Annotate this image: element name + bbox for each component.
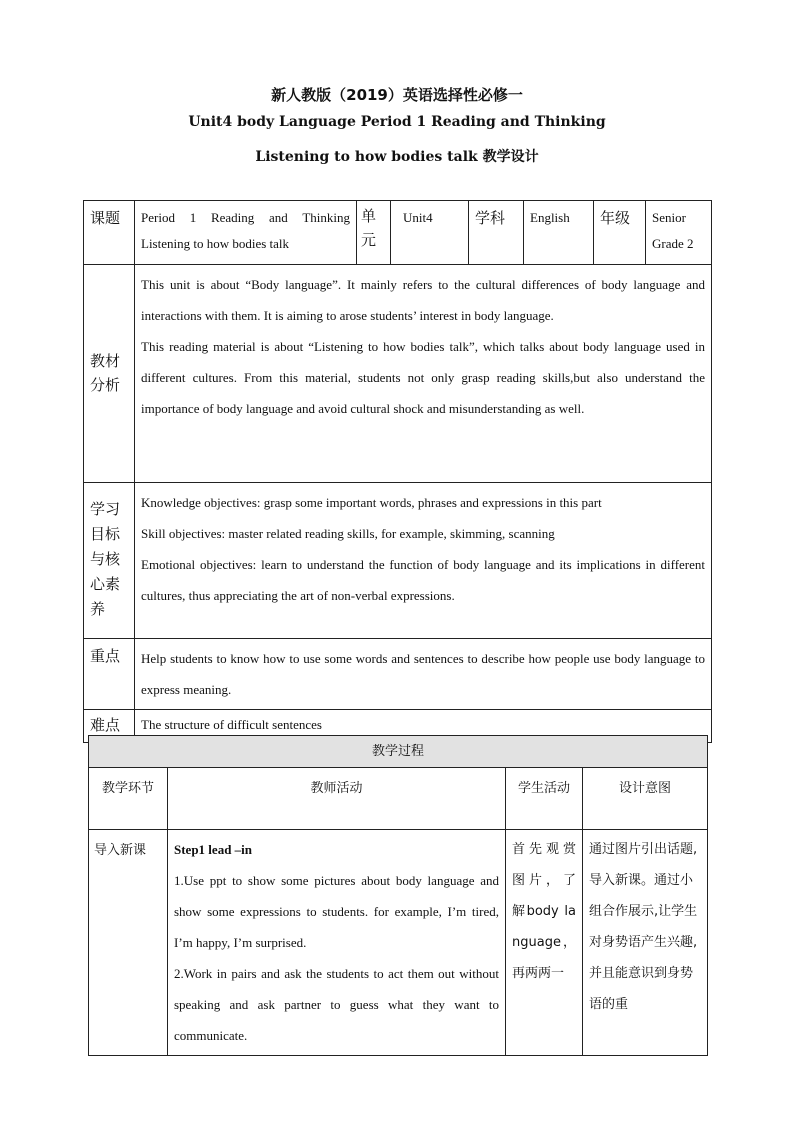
grade-value: Senior Grade 2 (646, 201, 712, 265)
topic-value: Period 1 Reading and Thinking Listening to how bodies talk (135, 201, 357, 265)
objective-skill: Skill objectives: master related reading skills, for example, skimming, scanning (141, 526, 555, 541)
grade-label: 年级 (594, 201, 646, 265)
difficult-label: 难点 (84, 710, 135, 743)
analysis-label: 教材分析 (84, 265, 135, 483)
col-phase-header: 教学环节 (89, 768, 168, 830)
document-subtitle-2: Listening to how bodies talk 教学设计 (255, 149, 539, 165)
col-teacher-header: 教师活动 (168, 768, 506, 830)
activity-2: 2.Work in pairs and ask the students to act them out without speaking and ask partner to guess what they want to communicate. (174, 966, 499, 1043)
activity-1: 1.Use ppt to show some pictures about body language and show some expressions to students. for example, I’m tired, I’m happy, I’m surprised. (174, 873, 499, 950)
analysis-paragraph-1: This unit is about “Body language”. It mainly refers to the cultural differences of body language and interactions with them. It is aiming to arose students’ interest in body language. (141, 277, 705, 323)
design-intent-cell: 通过图片引出话题,导入新课。通过小组合作展示,让学生对身势语产生兴趣,并且能意识到身势语的重 (583, 830, 708, 1056)
step-title: Step1 lead –in (174, 842, 253, 857)
teaching-process-table (88, 735, 708, 1056)
subject-value: English (524, 201, 594, 265)
teacher-activity-cell (168, 830, 506, 1056)
difficult-value: The structure of difficult sentences (135, 710, 712, 743)
objective-emotional: Emotional objectives: learn to understand the function of body language and its implications in different cultures, thus appreciating the art of non-verbal expressions. (141, 557, 705, 603)
document-subtitle: Unit4 body Language Period 1 Reading and Thinking (188, 114, 606, 130)
col-intent-header: 设计意图 (583, 768, 708, 830)
subject-label: 学科 (469, 201, 524, 265)
analysis-content (135, 265, 712, 483)
objective-knowledge: Knowledge objectives: grasp some important words, phrases and expressions in this part (141, 495, 602, 510)
analysis-paragraph-2: This reading material is about “Listening to how bodies talk”, which talks about body language used in different cultures. From this material, students not only grasp reading skills,but also understand the importance of body language and avoid cultural shock and misunderstanding as well. (141, 339, 705, 416)
key-value: Help students to know how to use some words and sentences to describe how people use body language to express meaning. (135, 639, 712, 710)
objectives-label: 学习目标与核心素养 (84, 483, 135, 639)
process-title: 教学过程 (89, 736, 708, 768)
table-row (89, 830, 708, 1056)
unit-value: Unit4 (391, 201, 469, 265)
col-student-header: 学生活动 (506, 768, 583, 830)
lesson-info-table (83, 200, 712, 743)
student-activity-cell: 首先观赏图片，了解body language，再两两一 (506, 830, 583, 1056)
key-label: 重点 (84, 639, 135, 710)
objectives-content (135, 483, 712, 639)
document-title: 新人教版（2019）英语选择性必修一 (271, 86, 523, 104)
topic-label: 课题 (84, 201, 135, 265)
unit-label: 单元 (357, 201, 391, 265)
phase-cell: 导入新课 (89, 830, 168, 1056)
